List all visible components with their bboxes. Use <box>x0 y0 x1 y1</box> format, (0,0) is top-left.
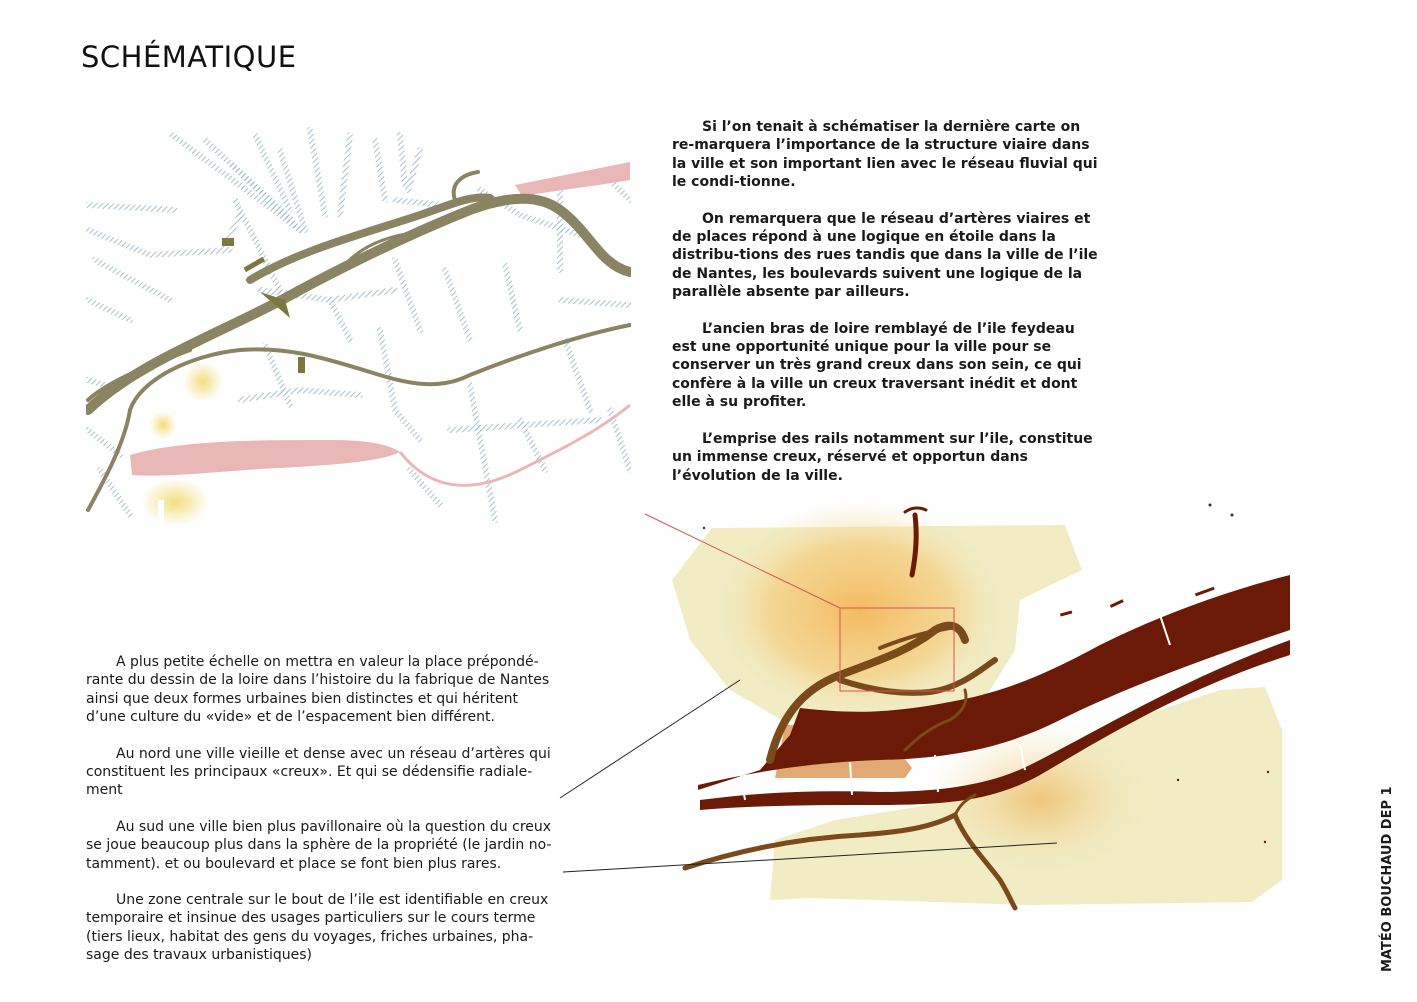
top-paragraph-3: L’ancien bras de loire remblayé de l’ile feydeau est une opportunité unique pour la ville pour se conserver un très grand creux dans son sein, ce qui confère à la ville un creux traversant inédit et dont elle à su profiter. <box>672 320 1082 411</box>
top-paragraph-1: Si l’on tenait à schématiser la dernière carte on re-marquera l’importance de la structure viaire dans la ville et son important lien avec le réseau fluvial qui le condi-tionne. <box>672 119 1098 191</box>
bottom-paragraph-2: Au nord une ville vieille et dense avec un réseau d’artères qui constituent les principaux «creux». Et qui se dédensifie radiale-ment <box>86 745 551 799</box>
top-paragraph-2: On remarquera que le réseau d’artères viaires et de places répond à une logique en étoile dans la distribu-tions des rues tandis que dans la ville de l’ile de Nantes, les boulevards suivent une logique de la parallèle absente par ailleurs. <box>672 210 1098 301</box>
author-signature: MATÉO BOUCHAUD DEP 1 <box>1380 786 1395 972</box>
top-description <box>672 118 1102 503</box>
top-paragraph-4: L’emprise des rails notamment sur l’ile, constitue un immense creux, réservé et opportun dans l’évolution de la ville. <box>672 430 1093 484</box>
pointer-line-north <box>560 680 740 798</box>
bottom-paragraph-1: A plus petite échelle on mettra en valeur la place prépondé-rante du dessin de la loire dans l’histoire du la fabrique de Nantes ainsi que deux formes urbaines bien distinctes et qui héritent d’une culture du «vide» et de l’espacement bien différent. <box>86 654 550 726</box>
pink-zone-north <box>515 162 630 196</box>
olive-block-a <box>222 238 234 246</box>
island-schematic-map <box>560 500 1290 908</box>
bottom-paragraph-3: Au sud une ville bien plus pavillonaire où la question du creux se joue beaucoup plus dans la sphère de la propriété (le jardin no-tamment). et ou boulevard et place se font bien plus rares. <box>86 818 552 872</box>
yellow-spot-3 <box>141 478 209 526</box>
pink-rail-line <box>400 405 630 485</box>
pink-zone-south <box>130 440 400 476</box>
olive-block-c <box>298 357 305 373</box>
yellow-spot-1 <box>183 362 223 402</box>
north-city-schematic-map <box>88 130 630 526</box>
bottom-description <box>86 653 556 983</box>
page-title: SCHÉMATIQUE <box>81 40 297 74</box>
yellow-spot-2 <box>149 411 177 439</box>
bottom-paragraph-4: Une zone centrale sur le bout de l’ile est identifiable en creux temporaire et insinue des usages particuliers sur le cours terme (tiers lieux, habitat des gens du voyages, friches urbaines, pha-sage des travaux urbanistiques) <box>86 892 549 964</box>
